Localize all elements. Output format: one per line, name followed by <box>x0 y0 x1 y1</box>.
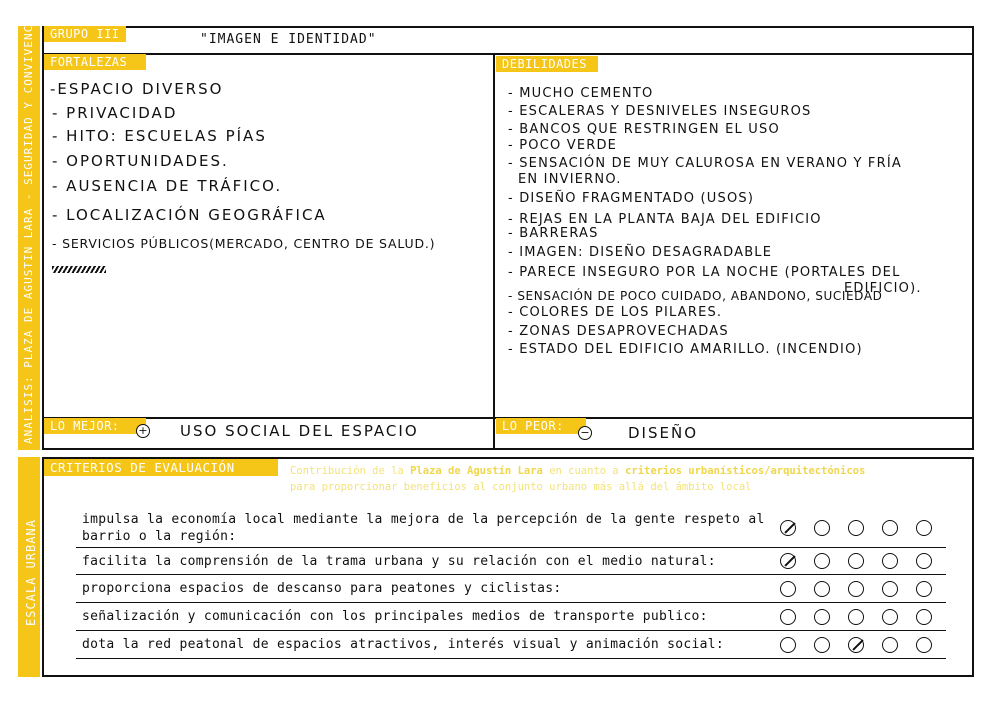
weakness-item: - REJAS EN LA PLANTA BAJA DEL EDIFICIO <box>508 212 822 227</box>
criteria-intro-line2: para proporcionar beneficios al conjunto urbano más allá del ámbito local <box>290 481 752 493</box>
group-tag: GRUPO III <box>44 26 126 42</box>
best-value: USO SOCIAL DEL ESPACIO <box>180 422 419 440</box>
rating-circle-4[interactable] <box>882 520 898 536</box>
criterion-row <box>76 505 946 548</box>
weakness-item: - ESCALERAS Y DESNIVELES INSEGUROS <box>508 104 812 119</box>
criterion-row <box>76 548 946 575</box>
criteria-tag: CRITERIOS DE EVALUACIÓN <box>44 459 278 476</box>
weakness-item: - COLORES DE LOS PILARES. <box>508 305 723 320</box>
criterion-text: impulsa la economía local mediante la mejora de la percepción de la gente respeto al barrio o la región: <box>82 512 765 544</box>
rating-circle-5[interactable] <box>916 637 932 653</box>
criterion-row <box>76 603 946 631</box>
criterion-text: facilita la comprensión de la trama urbana y su relación con el medio natural: <box>82 554 716 569</box>
rating-circle-4[interactable] <box>882 609 898 625</box>
strength-item: - HITO: ESCUELAS PÍAS <box>52 127 267 145</box>
weakness-item: - ZONAS DESAPROVECHADAS <box>508 324 729 339</box>
rating-circle-3[interactable] <box>848 520 864 536</box>
criterion-text: proporciona espacios de descanso para peatones y ciclistas: <box>82 581 562 596</box>
side-label-urban: ESCALA URBANA <box>24 519 38 626</box>
strength-item: - AUSENCIA DE TRÁFICO. <box>52 177 283 195</box>
rating-circle-1[interactable] <box>780 520 796 536</box>
weakness-item: - PARECE INSEGURO POR LA NOCHE (PORTALES DEL <box>508 265 901 280</box>
rating-options <box>780 520 932 536</box>
strength-item: - PRIVACIDAD <box>52 104 178 122</box>
plus-icon: + <box>136 424 150 438</box>
rating-circle-2[interactable] <box>814 553 830 569</box>
criterion-row <box>76 631 946 659</box>
rating-circle-5[interactable] <box>916 520 932 536</box>
sheet-title: "IMAGEN E IDENTIDAD" <box>200 32 377 47</box>
strengths-tag: FORTALEZAS <box>44 54 146 70</box>
rating-circle-1[interactable] <box>780 553 796 569</box>
weakness-item: - BANCOS QUE RESTRINGEN EL USO <box>508 122 780 137</box>
scribble-mark <box>52 266 106 273</box>
rating-circle-3[interactable] <box>848 609 864 625</box>
rating-circle-5[interactable] <box>916 609 932 625</box>
rating-circle-2[interactable] <box>814 637 830 653</box>
weakness-item: - BARRERAS <box>508 226 599 241</box>
rating-circle-2[interactable] <box>814 520 830 536</box>
side-label-analysis: ANALISIS: PLAZA DE AGUSTIN LARA - SEGURIDAD Y CONVIVENCIA <box>22 9 35 444</box>
column-divider <box>493 53 495 450</box>
weakness-item: EN INVIERNO. <box>518 172 622 187</box>
strength-item: -ESPACIO DIVERSO <box>50 80 224 98</box>
rating-options <box>780 637 932 653</box>
title-divider <box>42 53 974 55</box>
strength-item: - LOCALIZACIÓN GEOGRÁFICA <box>52 206 327 224</box>
weakness-item: - MUCHO CEMENTO <box>508 86 654 101</box>
rating-options <box>780 581 932 597</box>
rating-circle-3[interactable] <box>848 637 864 653</box>
criterion-row <box>76 575 946 603</box>
rating-circle-2[interactable] <box>814 581 830 597</box>
rating-circle-1[interactable] <box>780 609 796 625</box>
criterion-text: señalización y comunicación con los principales medios de transporte publico: <box>82 609 708 624</box>
rating-options <box>780 553 932 569</box>
rating-circle-4[interactable] <box>882 637 898 653</box>
weakness-item: - POCO VERDE <box>508 138 618 153</box>
strength-item: - OPORTUNIDADES. <box>52 152 229 170</box>
rating-circle-4[interactable] <box>882 581 898 597</box>
rating-circle-5[interactable] <box>916 581 932 597</box>
best-tag: LO MEJOR: <box>44 418 146 434</box>
minus-icon: − <box>578 426 592 440</box>
rating-circle-1[interactable] <box>780 637 796 653</box>
rating-circle-3[interactable] <box>848 581 864 597</box>
weakness-item: - SENSACIÓN DE POCO CUIDADO, ABANDONO, SUCIEDAD <box>508 289 883 303</box>
weakness-item: - IMAGEN: DISEÑO DESAGRADABLE <box>508 245 773 260</box>
weaknesses-tag: DEBILIDADES <box>496 56 598 72</box>
weakness-item: - DISEÑO FRAGMENTADO (USOS) <box>508 191 755 206</box>
rating-circle-3[interactable] <box>848 553 864 569</box>
rating-circle-1[interactable] <box>780 581 796 597</box>
weakness-item: EDIFICIO). <box>844 281 922 296</box>
rating-circle-5[interactable] <box>916 553 932 569</box>
rating-circle-4[interactable] <box>882 553 898 569</box>
weakness-item: - SENSACIÓN DE MUY CALUROSA EN VERANO Y FRÍA <box>508 156 902 171</box>
worst-value: DISEÑO <box>628 424 699 442</box>
worst-tag: LO PEOR: <box>496 418 586 434</box>
strength-item: - SERVICIOS PÚBLICOS(MERCADO, CENTRO DE SALUD.) <box>52 236 436 251</box>
rating-circle-2[interactable] <box>814 609 830 625</box>
weakness-item: - ESTADO DEL EDIFICIO AMARILLO. (INCENDIO) <box>508 342 863 357</box>
criterion-text: dota la red peatonal de espacios atractivos, interés visual y animación social: <box>82 637 725 652</box>
rating-options <box>780 609 932 625</box>
criteria-intro-line1: Contribución de la Plaza de Agustín Lara en cuanto a criterios urbanísticos/arquitectónicos <box>290 465 866 477</box>
